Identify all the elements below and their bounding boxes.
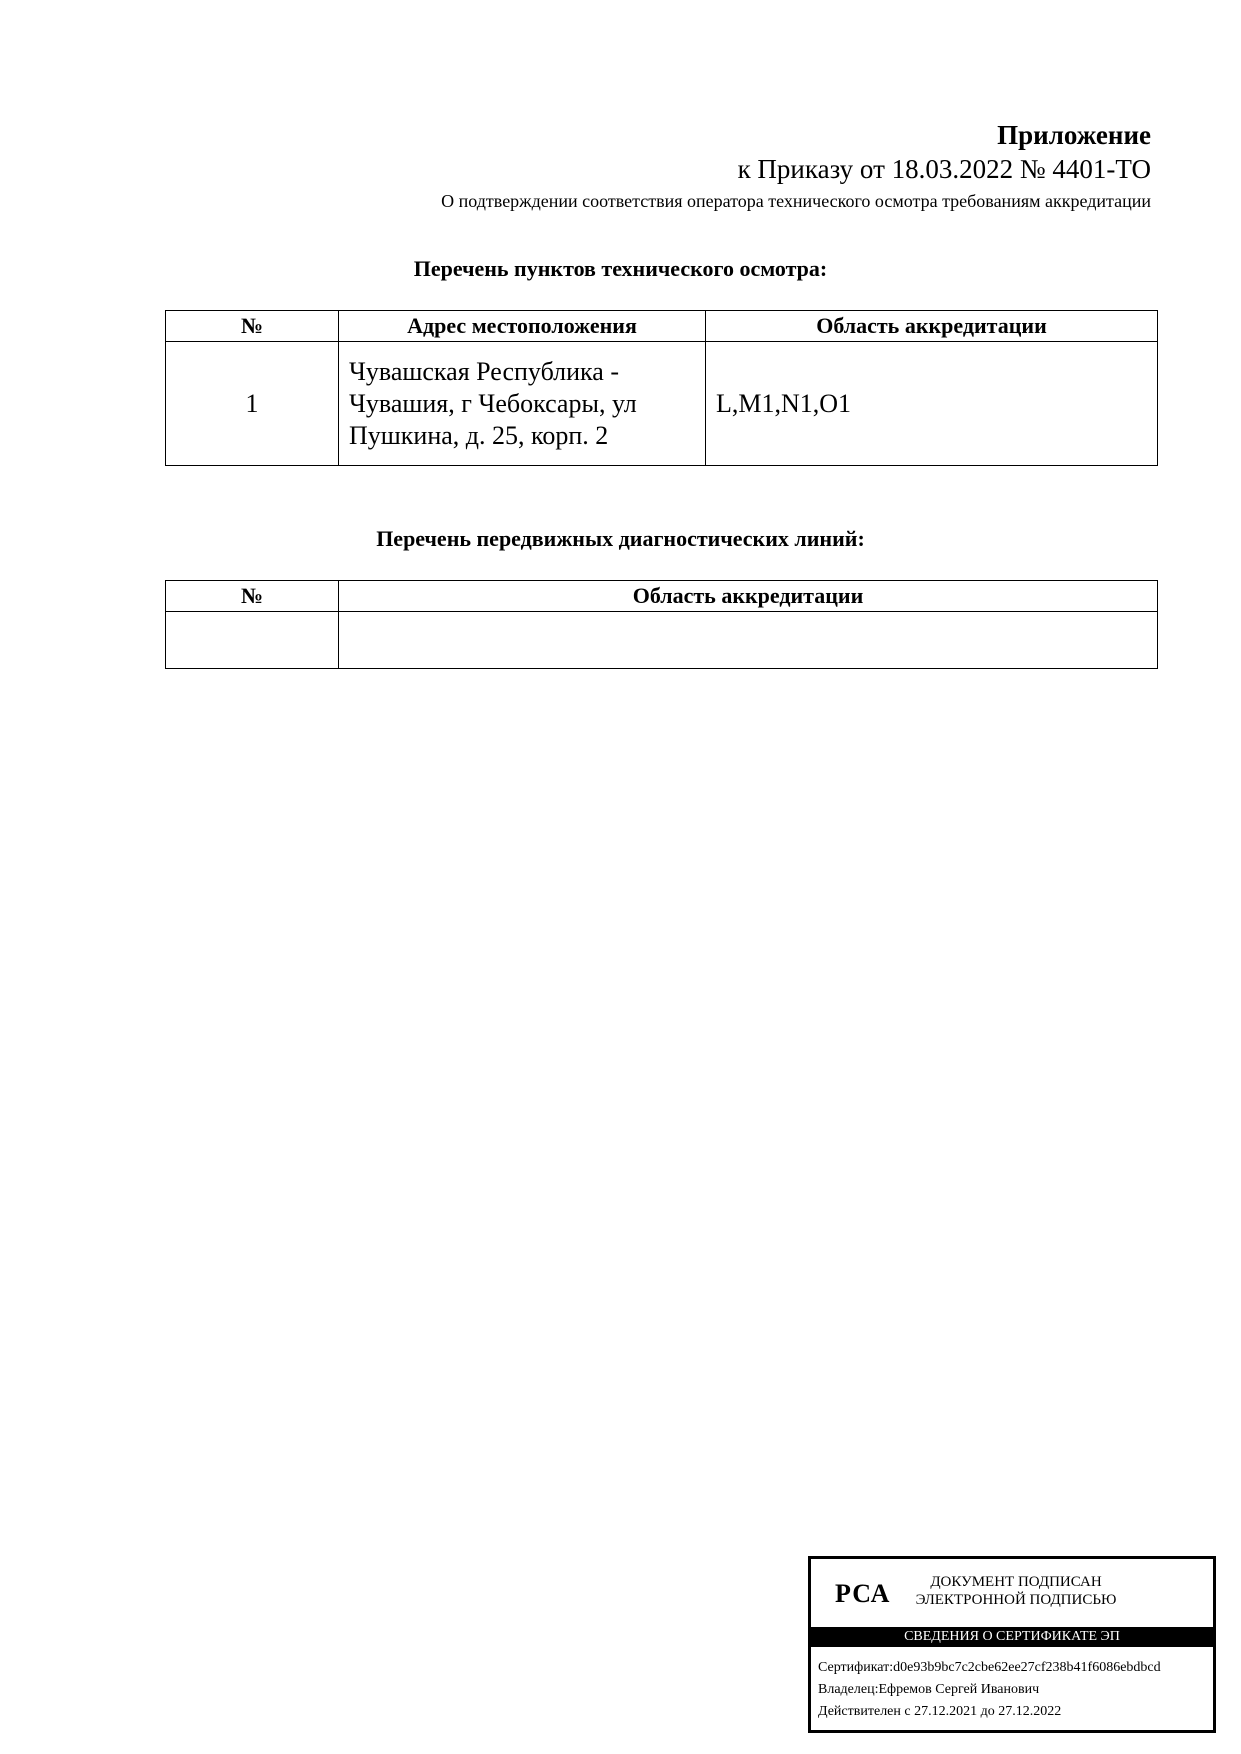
document-header (441, 118, 1151, 214)
certificate-info-bar: СВЕДЕНИЯ О СЕРТИФИКАТЕ ЭП (811, 1627, 1213, 1647)
rsa-logo: РСА (835, 1579, 891, 1608)
stamp-heading-line2: ЭЛЕКТРОННОЙ ПОДПИСЬЮ (915, 1592, 1117, 1608)
electronic-signature-stamp (808, 1556, 1216, 1733)
appendix-title: Приложение (997, 120, 1151, 150)
certificate-owner: Владелец:Ефремов Сергей Иванович (818, 1682, 1040, 1697)
certificate-id: Сертификат:d0e93b9bc7c2cbe62ee27cf238b41f6086ebdbcd (818, 1660, 1161, 1675)
table-row (166, 342, 1158, 466)
certificate-validity: Действителен с 27.12.2021 до 27.12.2022 (818, 1704, 1062, 1719)
certificate-details (818, 1657, 1161, 1723)
mobile-lines-title: Перечень передвижных диагностических линий: (376, 526, 865, 551)
table-header-row (166, 311, 1158, 342)
mobile-lines-table (165, 580, 1158, 669)
order-reference: к Приказу от 18.03.2022 № 4401-ТО (737, 154, 1151, 184)
stamp-heading-line1: ДОКУМЕНТ ПОДПИСАН (930, 1574, 1102, 1590)
order-subject: О подтверждении соответствия оператора технического осмотра требованиям аккредитации (441, 191, 1151, 211)
table-header-row (166, 581, 1158, 612)
column-header-number: № (166, 311, 339, 342)
row-scope: L,M1,N1,O1 (706, 342, 1158, 466)
column-header-scope: Область аккредитации (339, 581, 1158, 612)
row-address: Чувашская Республика - Чувашия, г Чебоксары, ул Пушкина, д. 25, корп. 2 (339, 342, 706, 466)
column-header-scope: Область аккредитации (706, 311, 1158, 342)
row-number (166, 612, 339, 669)
column-header-number: № (166, 581, 339, 612)
stamp-heading (906, 1573, 1126, 1609)
row-scope (339, 612, 1158, 669)
inspection-points-table (165, 310, 1158, 466)
row-number: 1 (166, 342, 339, 466)
column-header-address: Адрес местоположения (339, 311, 706, 342)
inspection-points-title: Перечень пунктов технического осмотра: (413, 256, 828, 281)
table-row (166, 612, 1158, 669)
